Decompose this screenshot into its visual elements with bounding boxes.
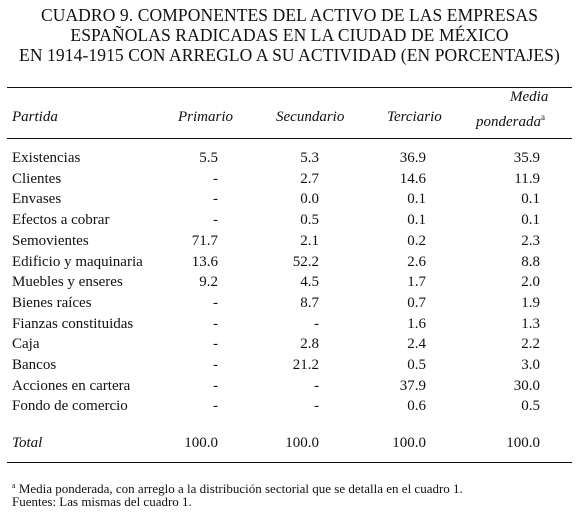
- cell-secundario: -: [314, 378, 319, 394]
- bottom-rule: [7, 462, 572, 463]
- cell-terciario: 2.4: [407, 336, 426, 352]
- cell-terciario: 0.7: [407, 295, 426, 311]
- header-media-footnote-mark: a: [541, 112, 545, 122]
- total-primario: 100.0: [184, 435, 218, 451]
- cell-terciario: 1.7: [407, 274, 426, 290]
- row-label: Bienes raíces: [12, 295, 92, 311]
- cell-media: 11.9: [514, 171, 540, 187]
- row-label: Fianzas constituidas: [12, 316, 134, 332]
- header-rule: [7, 138, 572, 139]
- row-label: Efectos a cobrar: [12, 212, 110, 228]
- cell-primario: -: [213, 378, 218, 394]
- cell-terciario: 0.1: [407, 212, 426, 228]
- cell-terciario: 0.1: [407, 191, 426, 207]
- header-media-line-2: [476, 108, 545, 131]
- total-terciario: 100.0: [392, 435, 426, 451]
- cell-secundario: -: [314, 316, 319, 332]
- total-secundario: 100.0: [285, 435, 319, 451]
- cell-terciario: 36.9: [399, 150, 426, 166]
- header-secundario: Secundario: [276, 109, 345, 125]
- row-label: Clientes: [12, 171, 62, 187]
- cell-media: 0.1: [521, 212, 540, 228]
- cell-primario: 9.2: [199, 274, 218, 290]
- cell-media: 2.3: [521, 233, 540, 249]
- cell-primario: -: [213, 171, 218, 187]
- cell-terciario: 37.9: [399, 378, 426, 394]
- cell-terciario: 2.6: [407, 254, 426, 270]
- cell-media: 0.5: [521, 398, 540, 414]
- cell-secundario: 52.2: [292, 254, 319, 270]
- cell-secundario: 2.7: [300, 171, 319, 187]
- row-label: Edificio y maquinaria: [12, 254, 143, 270]
- cell-primario: -: [213, 357, 218, 373]
- row-label: Acciones en cartera: [12, 378, 131, 394]
- cell-secundario: 5.3: [300, 150, 319, 166]
- table-title-line-1: CUADRO 9. COMPONENTES DEL ACTIVO DE LAS EMPRESAS: [40, 5, 539, 25]
- cell-primario: -: [213, 295, 218, 311]
- cell-media: 35.9: [513, 150, 540, 166]
- cell-media: 0.1: [521, 191, 540, 207]
- cell-primario: -: [213, 336, 218, 352]
- row-label: Envases: [12, 191, 62, 207]
- sources-note: Fuentes: Las mismas del cuadro 1.: [12, 494, 192, 509]
- cell-primario: 5.5: [199, 150, 218, 166]
- table-title-line-2: ESPAÑOLAS RADICADAS EN LA CIUDAD DE MÉXICO: [70, 25, 509, 45]
- total-media: 100.0: [506, 435, 540, 451]
- cell-media: 1.3: [521, 316, 540, 332]
- cell-secundario: 2.1: [300, 233, 319, 249]
- cell-secundario: 2.8: [300, 336, 319, 352]
- cell-primario: -: [213, 212, 218, 228]
- cell-primario: -: [213, 398, 218, 414]
- cell-primario: -: [213, 316, 218, 332]
- cell-terciario: 14.6: [399, 171, 426, 187]
- header-media-line-1: Media: [510, 89, 549, 105]
- row-label: Bancos: [12, 357, 57, 373]
- cell-terciario: 0.2: [407, 233, 426, 249]
- cell-secundario: 8.7: [300, 295, 319, 311]
- cell-secundario: 0.5: [300, 212, 319, 228]
- cell-terciario: 1.6: [407, 316, 426, 332]
- row-label: Muebles y enseres: [12, 274, 123, 290]
- cell-secundario: -: [314, 398, 319, 414]
- footnote-mark: a: [12, 481, 16, 490]
- header-partida: Partida: [12, 109, 58, 125]
- cell-media: 8.8: [521, 254, 540, 270]
- cell-media: 2.0: [521, 274, 540, 290]
- cell-primario: 13.6: [191, 254, 218, 270]
- cell-secundario: 0.0: [300, 191, 319, 207]
- cell-primario: 71.7: [191, 233, 218, 249]
- row-label: Fondo de comercio: [12, 398, 128, 414]
- header-primario: Primario: [178, 109, 234, 125]
- header-terciario: Terciario: [387, 109, 442, 125]
- cell-media: 1.9: [521, 295, 540, 311]
- row-label: Semovientes: [12, 233, 89, 249]
- cell-secundario: 21.2: [292, 357, 319, 373]
- cell-media: 2.2: [521, 336, 540, 352]
- cell-media: 3.0: [521, 357, 540, 373]
- top-rule: [7, 87, 572, 88]
- cell-terciario: 0.6: [407, 398, 426, 414]
- cell-primario: -: [213, 191, 218, 207]
- table-title-line-3: EN 1914-1915 CON ARREGLO A SU ACTIVIDAD (EN PORCENTAJES): [19, 45, 560, 65]
- cell-terciario: 0.5: [407, 357, 426, 373]
- row-label: Existencias: [12, 150, 81, 166]
- footnote-text: Media ponderada, con arreglo a la distribución sectorial que se detalla en el cuadro 1.: [18, 481, 463, 496]
- total-label: Total: [12, 435, 43, 451]
- cell-media: 30.0: [513, 378, 540, 394]
- row-label: Caja: [12, 336, 40, 352]
- cell-secundario: 4.5: [300, 274, 319, 290]
- header-media-label: ponderada: [476, 114, 541, 130]
